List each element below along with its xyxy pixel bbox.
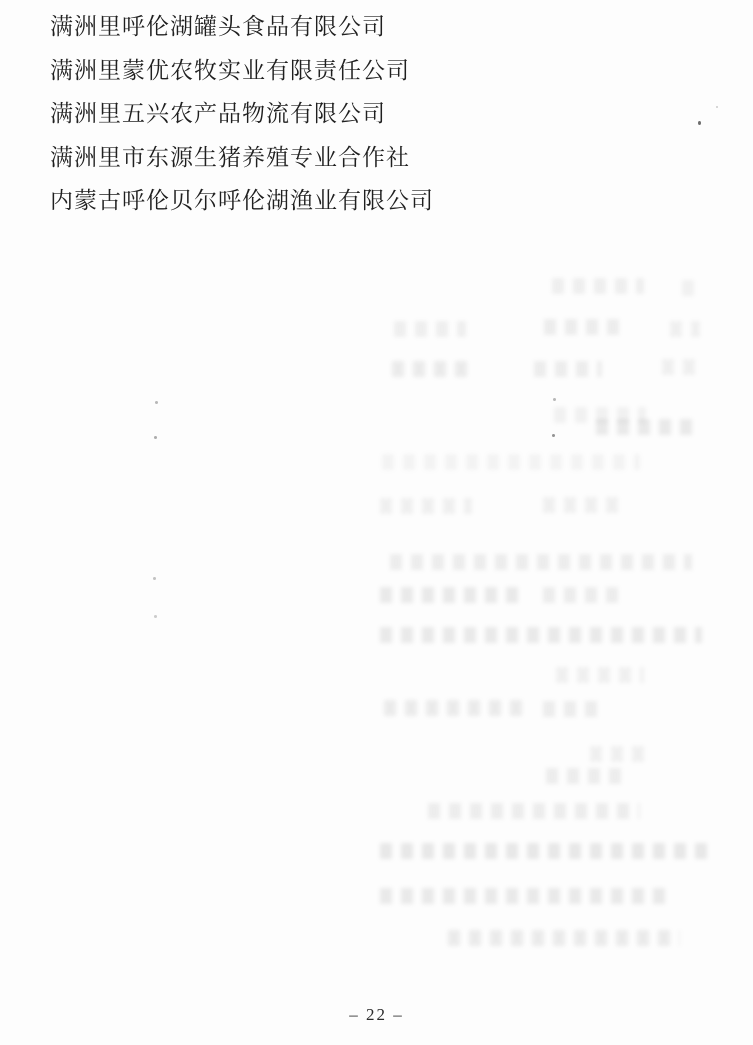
bleed-through-artifact <box>544 319 626 335</box>
company-name-4: 满洲里市东源生猪养殖专业合作社 <box>50 144 410 170</box>
bleed-through-artifact <box>543 587 625 603</box>
company-name-5: 内蒙古呼伦贝尔呼伦湖渔业有限公司 <box>50 188 434 213</box>
page-number: – 22 – <box>349 1005 404 1024</box>
company-list <box>50 5 434 223</box>
bleed-through-artifact <box>384 700 522 716</box>
bleed-through-artifact <box>394 321 466 337</box>
ink-speck <box>553 398 556 401</box>
bleed-through-artifact <box>662 359 702 375</box>
company-name-1: 满洲里呼伦湖罐头食品有限公司 <box>50 14 386 39</box>
bleed-through-artifact <box>682 280 702 296</box>
ink-speck <box>153 577 156 580</box>
bleed-through-artifact <box>590 746 648 762</box>
ink-speck <box>154 615 157 618</box>
ink-speck <box>716 106 718 108</box>
bleed-through-artifact <box>556 667 644 683</box>
bleed-through-artifact <box>543 497 623 513</box>
ink-speck <box>698 121 701 125</box>
bleed-through-artifact <box>380 498 472 514</box>
ink-speck <box>155 401 158 404</box>
bleed-through-artifact <box>382 454 640 470</box>
bleed-through-artifact <box>543 701 605 717</box>
company-name-3: 满洲里五兴农产品物流有限公司 <box>50 101 386 126</box>
bleed-through-artifact <box>380 627 702 643</box>
ink-speck <box>552 434 555 437</box>
bleed-through-artifact <box>380 888 665 904</box>
bleed-through-artifact <box>380 587 522 603</box>
company-name-2: 满洲里蒙优农牧实业有限责任公司 <box>50 57 410 83</box>
bleed-through-artifact <box>534 361 602 377</box>
ink-speck <box>154 436 157 439</box>
bleed-through-artifact <box>390 554 692 570</box>
bleed-through-artifact <box>392 361 474 377</box>
bleed-through-artifact <box>380 843 710 859</box>
bleed-through-artifact <box>596 419 700 435</box>
bleed-through-artifact <box>670 321 700 337</box>
bleed-through-artifact <box>428 803 640 819</box>
bleed-through-artifact <box>546 768 624 784</box>
bleed-through-artifact <box>552 278 644 294</box>
bleed-through-artifact <box>448 930 680 946</box>
